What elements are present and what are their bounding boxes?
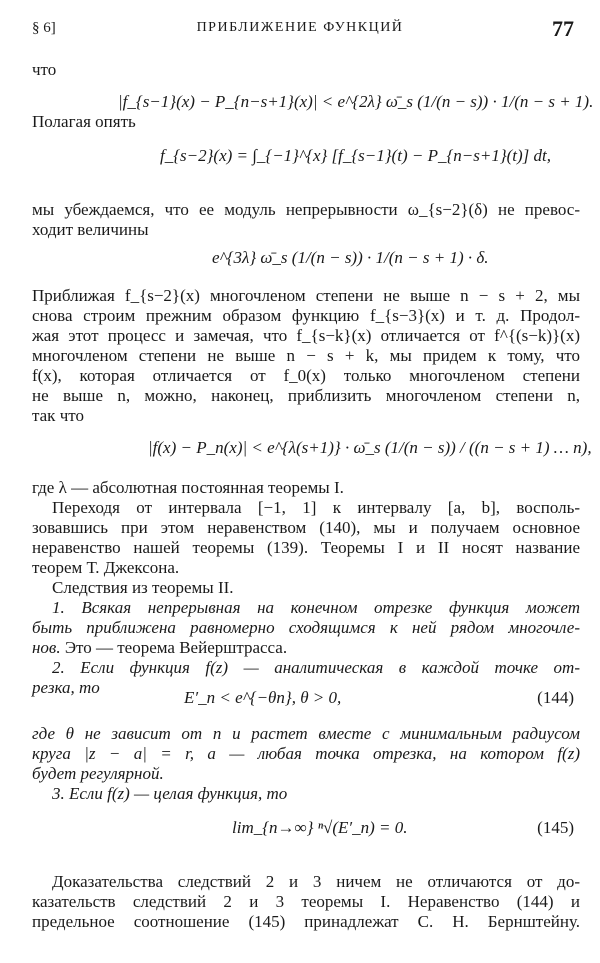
text-line: не выше n, можно, наконец, приблизить многочленом степени n, <box>32 386 580 405</box>
text-line: зовавшись при этом неравенством (140), мы и получаем основное <box>32 518 580 537</box>
text-line: резка, то <box>32 678 100 697</box>
text-line: снова строим прежним образом функцию f_{s−3}(x) и т. д. Продол- <box>32 306 580 325</box>
section-number: § 6] <box>32 20 56 36</box>
text-line: круга |z − a| = r, a — любая точка отрезка, на котором f(z) <box>32 744 580 763</box>
equation-3: e^{3λ} ω̄_s (1/(n − s)) · 1/(n − s + 1) · δ. <box>212 248 489 267</box>
text-line: предельное соотношение (145) принадлежат С. Н. Бернштейну. <box>32 912 580 931</box>
corollary-3: 3. Если f(z) — целая функция, то <box>52 784 288 803</box>
text-line <box>32 638 580 658</box>
text-line: казательств следствий 2 и 3 теоремы I. Неравенство (144) и <box>32 892 580 911</box>
text-line: быть приближена равномерно сходящимся к ней рядом многочле- <box>32 618 580 637</box>
text-fragment: нов. <box>32 638 61 657</box>
text-line: Переходя от интервала [−1, 1] к интервалу [a, b], восполь- <box>52 498 580 517</box>
equation-1: |f_{s−1}(x) − P_{n−s+1}(x)| < e^{2λ} ω̄_s (1/(n − s)) · 1/(n − s + 1). <box>118 92 594 111</box>
text-line: Следствия из теоремы II. <box>52 578 234 597</box>
equation-2: f_{s−2}(x) = ∫_{−1}^{x} [f_{s−1}(t) − P_{n−s+1}(t)] dt, <box>160 146 551 165</box>
equation-number: (144) <box>537 688 574 707</box>
corollary-1: 1. Всякая непрерывная на конечном отрезке функция может <box>52 598 580 617</box>
running-title: ПРИБЛИЖЕНИЕ ФУНКЦИЙ <box>196 20 404 35</box>
text-line: жая этот процесс и замечая, что f_{s−k}(x) отличается от f^{(s−k)}(x) <box>32 326 580 345</box>
equation-number: (145) <box>537 818 574 837</box>
equation-145: lim_{n→∞} ⁿ√(E′_n) = 0. <box>232 818 408 837</box>
text-line: будет регулярной. <box>32 764 164 783</box>
corollary-2: 2. Если функция f(z) — аналитическая в каждой точке от- <box>52 658 580 677</box>
text-line: что <box>32 60 57 79</box>
equation-4: |f(x) − P_n(x)| < e^{λ(s+1)} · ω̄_s (1/(n − s)) / ((n − s + 1) … n), <box>148 438 592 457</box>
equation-144: E′_n < e^{−θn}, θ > 0, <box>184 688 342 707</box>
text-line: теорем Т. Джексона. <box>32 558 180 577</box>
text-line: многочленом степени не выше n − s + k, мы придем к тому, что <box>32 346 580 365</box>
text-line: неравенство нашей теоремы (139). Теоремы I и II носят название <box>32 538 580 557</box>
text-line: Приближая f_{s−2}(x) многочленом степени не выше n − s + 2, мы <box>32 286 580 305</box>
text-fragment: Это — теорема Вейерштрасса. <box>60 638 288 657</box>
text-line: где λ — абсолютная постоянная теоремы I. <box>32 478 344 497</box>
page-number: 77 <box>552 16 574 41</box>
text-line: так что <box>32 406 84 425</box>
text-line: f(x), которая отличается от f_0(x) только многочленом степени <box>32 366 580 385</box>
text-line: где θ не зависит от n и растет вместе с минимальным радиусом <box>32 724 580 743</box>
text-line: мы убеждаемся, что ее модуль непрерывности ω_{s−2}(δ) не превос- <box>32 200 580 219</box>
text-line: Полагая опять <box>32 112 136 131</box>
text-line: Доказательства следствий 2 и 3 ничем не отличаются от до- <box>52 872 580 891</box>
text-line: ходит величины <box>32 220 149 239</box>
